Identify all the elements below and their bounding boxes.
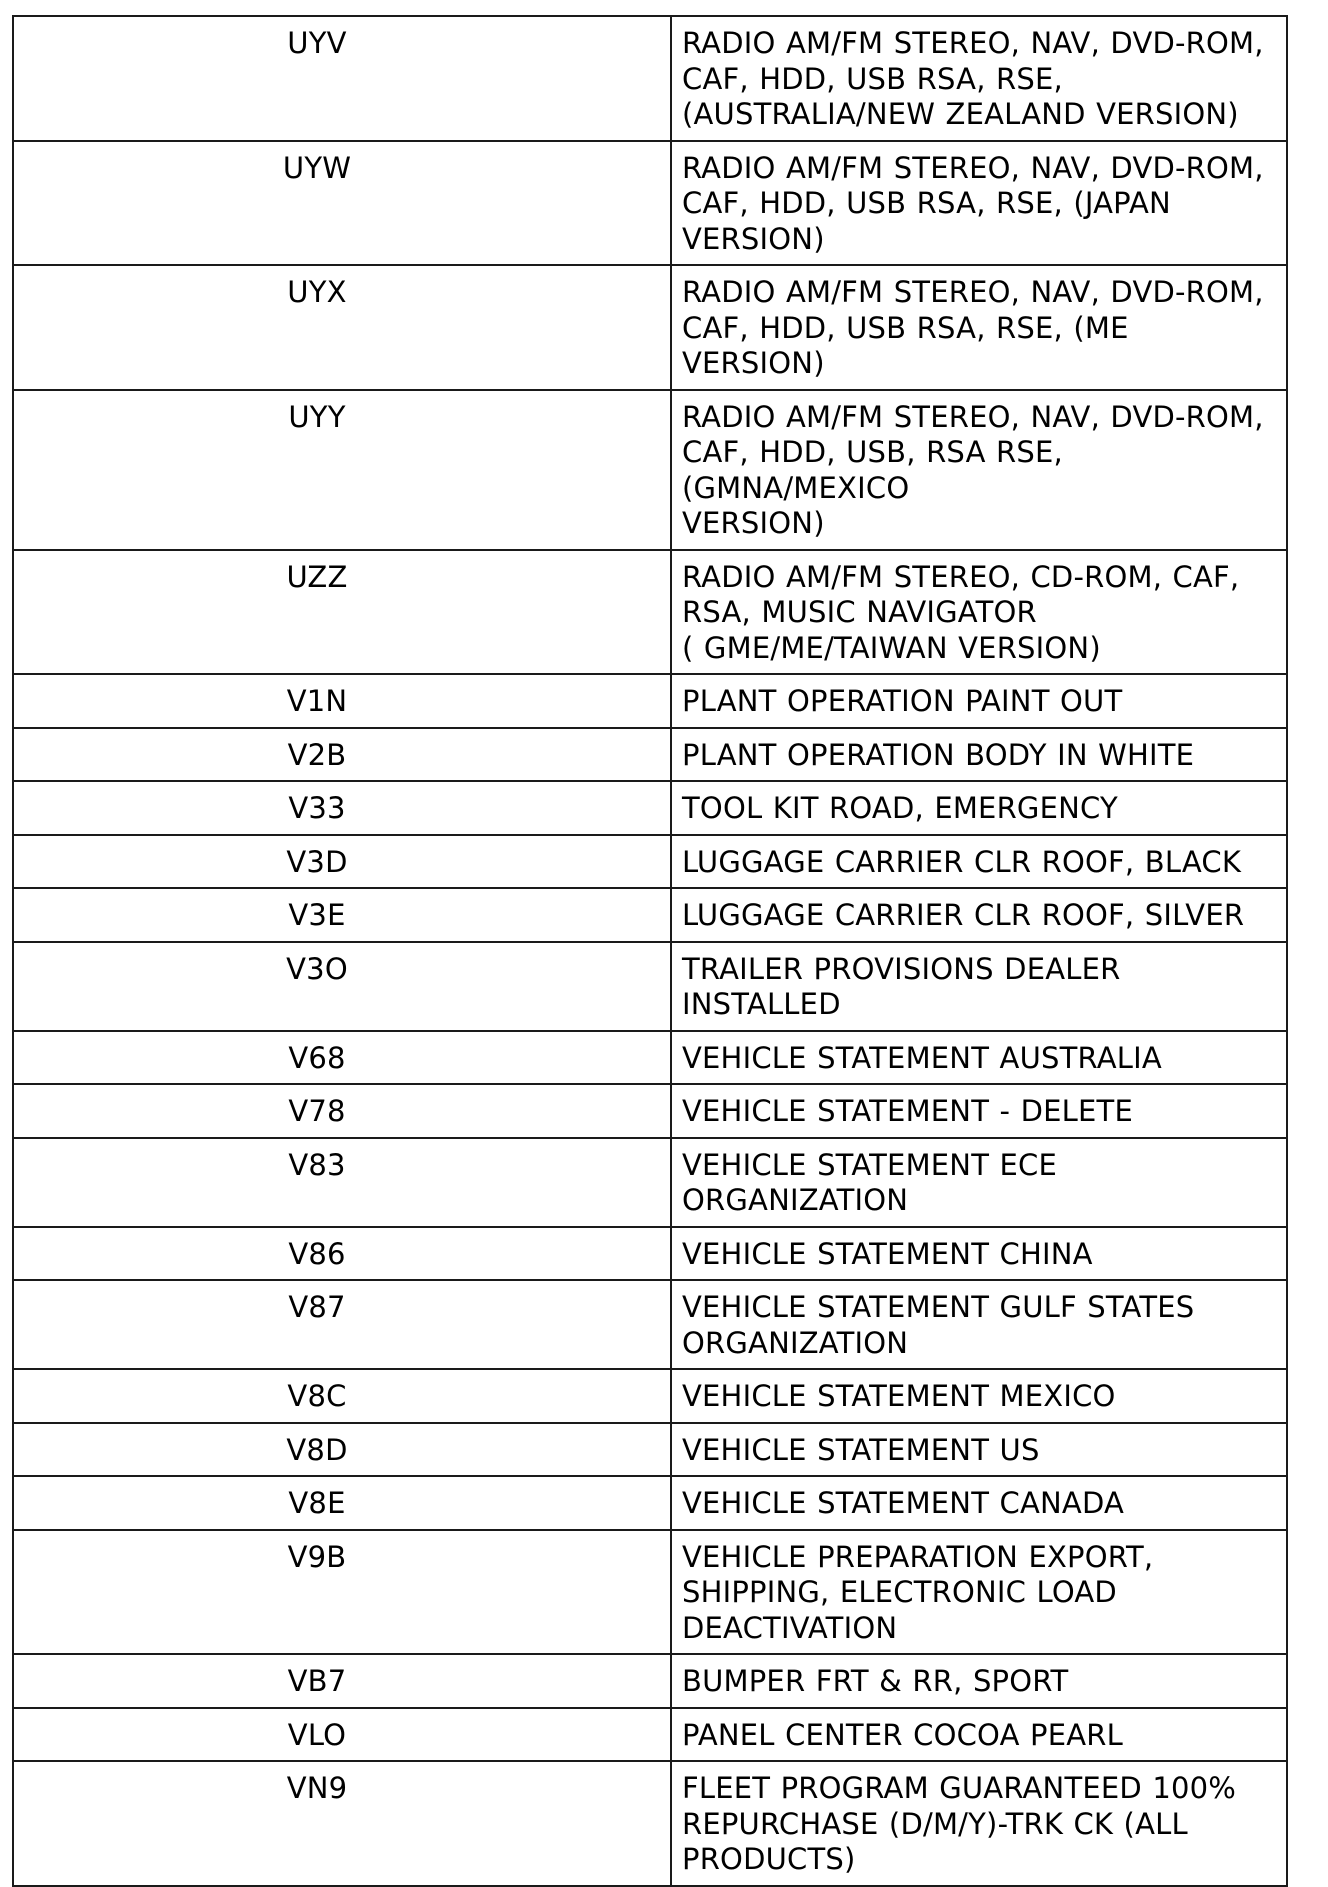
option-description-cell: RADIO AM/FM STEREO, NAV, DVD-ROM, CAF, HDD, USB RSA, RSE, (JAPAN VERSION) (671, 141, 1287, 266)
table-row (13, 1369, 1287, 1423)
table-row (13, 888, 1287, 942)
table-row (13, 265, 1287, 390)
option-description-cell: VEHICLE PREPARATION EXPORT, SHIPPING, ELECTRONIC LOAD DEACTIVATION (671, 1530, 1287, 1655)
option-code-cell: V3E (13, 888, 671, 942)
option-description-cell: VEHICLE STATEMENT CHINA (671, 1227, 1287, 1281)
option-description-cell: RADIO AM/FM STEREO, NAV, DVD-ROM, CAF, HDD, USB RSA, RSE, (ME VERSION) (671, 265, 1287, 390)
table-row (13, 1084, 1287, 1138)
option-code-cell: UZZ (13, 550, 671, 675)
option-description-cell: VEHICLE STATEMENT MEXICO (671, 1369, 1287, 1423)
table-row (13, 16, 1287, 141)
option-code-cell: V1N (13, 674, 671, 728)
table-row (13, 1280, 1287, 1369)
table-row (13, 550, 1287, 675)
option-description-cell: TRAILER PROVISIONS DEALER INSTALLED (671, 942, 1287, 1031)
table-row (13, 728, 1287, 782)
option-code-cell: UYW (13, 141, 671, 266)
table-row (13, 1031, 1287, 1085)
option-description-cell: PANEL CENTER COCOA PEARL (671, 1708, 1287, 1762)
option-code-cell: UYX (13, 265, 671, 390)
table-row (13, 674, 1287, 728)
option-code-cell: VLO (13, 1708, 671, 1762)
option-code-cell: V87 (13, 1280, 671, 1369)
option-description-cell: PLANT OPERATION BODY IN WHITE (671, 728, 1287, 782)
option-code-cell: V3D (13, 835, 671, 889)
option-description-cell: LUGGAGE CARRIER CLR ROOF, BLACK (671, 835, 1287, 889)
option-code-cell: V8E (13, 1476, 671, 1530)
option-description-cell: VEHICLE STATEMENT CANADA (671, 1476, 1287, 1530)
option-description-cell: VEHICLE STATEMENT GULF STATES ORGANIZATION (671, 1280, 1287, 1369)
option-code-cell: V3O (13, 942, 671, 1031)
table-row (13, 141, 1287, 266)
table-row (13, 1423, 1287, 1477)
table-row (13, 1476, 1287, 1530)
table-row (13, 1654, 1287, 1708)
option-code-cell: V2B (13, 728, 671, 782)
option-description-cell: VEHICLE STATEMENT US (671, 1423, 1287, 1477)
option-description-cell: LUGGAGE CARRIER CLR ROOF, SILVER (671, 888, 1287, 942)
table-row (13, 1761, 1287, 1886)
option-code-cell: V83 (13, 1138, 671, 1227)
option-description-cell: PLANT OPERATION PAINT OUT (671, 674, 1287, 728)
option-code-cell: VB7 (13, 1654, 671, 1708)
option-code-cell: V78 (13, 1084, 671, 1138)
option-code-cell: V8D (13, 1423, 671, 1477)
option-code-cell: UYV (13, 16, 671, 141)
option-description-cell: RADIO AM/FM STEREO, NAV, DVD-ROM, CAF, HDD, USB, RSA RSE, (GMNA/MEXICO VERSION) (671, 390, 1287, 550)
option-code-cell: V8C (13, 1369, 671, 1423)
table-row (13, 835, 1287, 889)
option-description-cell: BUMPER FRT & RR, SPORT (671, 1654, 1287, 1708)
table-row (13, 1708, 1287, 1762)
option-code-cell: UYY (13, 390, 671, 550)
option-code-table (12, 15, 1288, 1887)
option-code-cell: VN9 (13, 1761, 671, 1886)
option-code-table-body (13, 16, 1287, 1886)
option-code-cell: V33 (13, 781, 671, 835)
option-description-cell: VEHICLE STATEMENT ECE ORGANIZATION (671, 1138, 1287, 1227)
table-row (13, 1227, 1287, 1281)
option-description-cell: VEHICLE STATEMENT AUSTRALIA (671, 1031, 1287, 1085)
option-description-cell: FLEET PROGRAM GUARANTEED 100% REPURCHASE (D/M/Y)-TRK CK (ALL PRODUCTS) (671, 1761, 1287, 1886)
option-description-cell: VEHICLE STATEMENT - DELETE (671, 1084, 1287, 1138)
table-row (13, 390, 1287, 550)
option-description-cell: RADIO AM/FM STEREO, CD-ROM, CAF, RSA, MUSIC NAVIGATOR ( GME/ME/TAIWAN VERSION) (671, 550, 1287, 675)
table-row (13, 1138, 1287, 1227)
option-code-cell: V68 (13, 1031, 671, 1085)
option-code-cell: V86 (13, 1227, 671, 1281)
table-row (13, 942, 1287, 1031)
option-description-cell: TOOL KIT ROAD, EMERGENCY (671, 781, 1287, 835)
option-code-cell: V9B (13, 1530, 671, 1655)
table-row (13, 1530, 1287, 1655)
table-row (13, 781, 1287, 835)
option-description-cell: RADIO AM/FM STEREO, NAV, DVD-ROM, CAF, HDD, USB RSA, RSE, (AUSTRALIA/NEW ZEALAND VERSION) (671, 16, 1287, 141)
